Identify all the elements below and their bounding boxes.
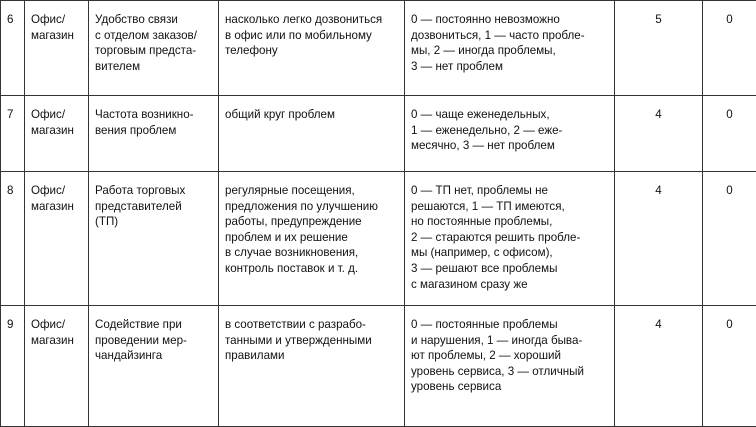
place-line: магазин <box>31 123 82 139</box>
place-cell <box>25 96 89 172</box>
scale-line: 0 — ТП нет, проблемы не <box>411 183 608 199</box>
criterion-line: с отделом заказов/ <box>95 28 212 44</box>
score-actual: 0 <box>726 108 732 121</box>
score-actual-cell <box>703 96 756 172</box>
row-number-cell <box>1 1 25 96</box>
criterion-line: (ТП) <box>95 214 212 230</box>
scale-line: дозвониться, 1 — часто пробле- <box>411 28 608 44</box>
description-line: проблем и их решение <box>225 230 398 246</box>
score-max: 4 <box>655 318 661 331</box>
scale-line: 0 — чаще еженедельных, <box>411 107 608 123</box>
scale-line: уровень сервиса <box>411 379 608 395</box>
place-cell <box>25 306 89 427</box>
row-number: 8 <box>7 184 13 197</box>
criterion-line: чандайзинга <box>95 348 212 364</box>
scale-line: 2 — стараются решить пробле- <box>411 230 608 246</box>
row-number-cell <box>1 306 25 427</box>
score-max: 4 <box>655 108 661 121</box>
place-line: Офис/ <box>31 317 82 333</box>
score-max-cell <box>615 306 703 427</box>
scale-line: 3 — нет проблем <box>411 59 608 75</box>
row-number: 7 <box>7 108 13 121</box>
criterion-line: Частота возникно- <box>95 107 212 123</box>
row-number-cell <box>1 172 25 306</box>
scale-cell <box>405 306 615 427</box>
scale-cell <box>405 172 615 306</box>
place-line: Офис/ <box>31 183 82 199</box>
place-line: магазин <box>31 199 82 215</box>
description-line: насколько легко дозвониться <box>225 12 398 28</box>
table-row <box>1 96 756 172</box>
scale-line: и нарушения, 1 — иногда быва- <box>411 333 608 349</box>
scale-line: решаются, 1 — ТП имеются, <box>411 199 608 215</box>
criterion-line: Удобство связи <box>95 12 212 28</box>
place-cell <box>25 172 89 306</box>
criterion-line: вителем <box>95 59 212 75</box>
scale-line: 1 — еженедельно, 2 — еже- <box>411 123 608 139</box>
criterion-line: Содействие при <box>95 317 212 333</box>
description-line: работы, предупреждение <box>225 214 398 230</box>
criterion-cell <box>89 1 219 96</box>
criterion-cell <box>89 96 219 172</box>
score-actual-cell <box>703 172 756 306</box>
description-cell <box>219 172 405 306</box>
table-row <box>1 1 756 96</box>
description-line: контроль поставок и т. д. <box>225 261 398 277</box>
description-cell <box>219 96 405 172</box>
description-cell <box>219 306 405 427</box>
criterion-line: Работа торговых <box>95 183 212 199</box>
description-line: в офис или по мобильному <box>225 28 398 44</box>
criterion-cell <box>89 172 219 306</box>
place-line: Офис/ <box>31 12 82 28</box>
criterion-cell <box>89 306 219 427</box>
scale-line: но постоянные проблемы, <box>411 214 608 230</box>
scale-cell <box>405 1 615 96</box>
score-max: 5 <box>655 13 661 26</box>
place-line: магазин <box>31 28 82 44</box>
description-line: правилами <box>225 348 398 364</box>
scale-line: мы (например, с офисом), <box>411 245 608 261</box>
scale-line: с магазином сразу же <box>411 277 608 293</box>
score-actual-cell <box>703 306 756 427</box>
place-cell <box>25 1 89 96</box>
score-actual-cell <box>703 1 756 96</box>
description-cell <box>219 1 405 96</box>
row-number-cell <box>1 96 25 172</box>
criterion-line: проведении мер- <box>95 333 212 349</box>
place-line: Офис/ <box>31 107 82 123</box>
score-actual: 0 <box>726 184 732 197</box>
score-max: 4 <box>655 184 661 197</box>
description-line: общий круг проблем <box>225 107 398 123</box>
table-row <box>1 172 756 306</box>
scale-line: месячно, 3 — нет проблем <box>411 138 608 154</box>
description-line: в случае возникновения, <box>225 245 398 261</box>
scale-line: 0 — постоянные проблемы <box>411 317 608 333</box>
scale-line: ют проблемы, 2 — хороший <box>411 348 608 364</box>
row-number: 6 <box>7 13 13 26</box>
scale-line: 0 — постоянно невозможно <box>411 12 608 28</box>
table-row <box>1 306 756 427</box>
criterion-line: торговым предста- <box>95 43 212 59</box>
criterion-line: представителей <box>95 199 212 215</box>
score-max-cell <box>615 1 703 96</box>
place-line: магазин <box>31 333 82 349</box>
description-line: в соответствии с разрабо- <box>225 317 398 333</box>
score-max-cell <box>615 96 703 172</box>
scale-line: мы, 2 — иногда проблемы, <box>411 43 608 59</box>
scale-line: 3 — решают все проблемы <box>411 261 608 277</box>
scale-line: уровень сервиса, 3 — отличный <box>411 364 608 380</box>
score-max-cell <box>615 172 703 306</box>
description-line: танными и утвержденными <box>225 333 398 349</box>
description-line: регулярные посещения, <box>225 183 398 199</box>
table-body <box>1 1 756 427</box>
criterion-line: вения проблем <box>95 123 212 139</box>
score-actual: 0 <box>726 318 732 331</box>
scale-cell <box>405 96 615 172</box>
description-line: телефону <box>225 43 398 59</box>
row-number: 9 <box>7 318 13 331</box>
description-line: предложения по улучшению <box>225 199 398 215</box>
score-actual: 0 <box>726 13 732 26</box>
